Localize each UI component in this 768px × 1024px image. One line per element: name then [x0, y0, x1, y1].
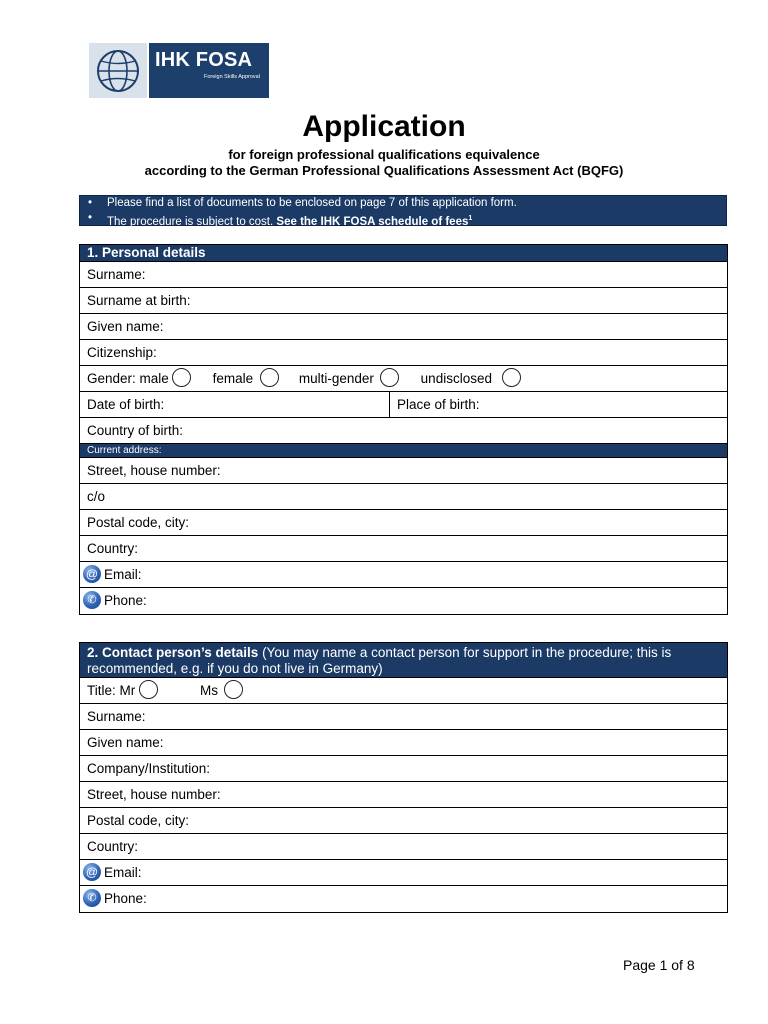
company-field[interactable]: Company/Institution:: [80, 756, 727, 782]
personal-details-header: 1. Personal details: [80, 245, 727, 262]
date-of-birth-field[interactable]: Date of birth:: [80, 392, 390, 417]
gender-male-radio[interactable]: [172, 368, 191, 387]
fees-schedule-link[interactable]: See the IHK FOSA schedule of fees$^1$: [276, 215, 473, 228]
place-of-birth-field[interactable]: Place of birth:: [397, 397, 480, 412]
title-ms-radio[interactable]: [224, 680, 243, 699]
logo-wordmark: IHK FOSA: [155, 49, 253, 71]
page-subtitle-2: according to the German Professional Qualifications Assessment Act (BQFG): [144, 163, 624, 178]
street-field[interactable]: Street, house number:: [80, 458, 727, 484]
country-field[interactable]: Country:: [80, 536, 727, 562]
gender-multi-label: multi-gender: [298, 371, 374, 386]
page-number: Page 1 of 8: [623, 957, 695, 973]
given-name-field[interactable]: Given name:: [80, 314, 727, 340]
contact-phone-field[interactable]: ✆ Phone:: [80, 886, 727, 912]
gender-row: [80, 366, 727, 392]
contact-surname-field[interactable]: Surname:: [80, 704, 727, 730]
gender-multi-radio[interactable]: [380, 368, 399, 387]
personal-details-section: [79, 244, 728, 615]
phone-icon: ✆: [83, 889, 101, 907]
birth-row: [80, 392, 727, 418]
contact-street-field[interactable]: Street, house number:: [80, 782, 727, 808]
notice-item-documents: • Please find a list of documents to be enclosed on page 7 of this application form.: [80, 196, 726, 211]
title-mr-radio[interactable]: [139, 680, 158, 699]
phone-icon: ✆: [83, 591, 101, 609]
phone-field[interactable]: ✆ Phone:: [80, 588, 727, 614]
logo-text-box: [149, 43, 269, 98]
citizenship-field[interactable]: Citizenship:: [80, 340, 727, 366]
title-mr-label: Title: Mr: [87, 683, 136, 698]
globe-logo-icon: [89, 43, 147, 98]
title-row: [80, 678, 727, 704]
surname-at-birth-field[interactable]: Surname at birth:: [80, 288, 727, 314]
current-address-subheader: Current address:: [80, 444, 727, 458]
title-ms-label: Ms: [200, 683, 219, 698]
notice-item-cost: • The procedure is subject to cost. See the IHK FOSA schedule of fees$^1$: [80, 211, 726, 226]
email-icon: @: [83, 863, 101, 881]
gender-male-label: Gender: male: [87, 371, 169, 386]
gender-undisclosed-radio[interactable]: [502, 368, 521, 387]
gender-undisclosed-label: undisclosed: [420, 371, 492, 386]
contact-person-section: [79, 642, 728, 913]
gender-female-label: female: [212, 371, 254, 386]
contact-person-header: 2. Contact person’s details (You may name a contact person for support in the procedure; this is recommended, e.g. if you do not live in Germany): [80, 643, 727, 678]
country-of-birth-field[interactable]: Country of birth:: [80, 418, 727, 444]
email-field[interactable]: @ Email:: [80, 562, 727, 588]
care-of-field[interactable]: c/o: [80, 484, 727, 510]
surname-field[interactable]: Surname:: [80, 262, 727, 288]
contact-given-name-field[interactable]: Given name:: [80, 730, 727, 756]
page-subtitle-1: for foreign professional qualifications equivalence: [228, 147, 540, 162]
ihk-fosa-logo: [89, 43, 269, 98]
notice-box: [79, 195, 727, 226]
postal-code-field[interactable]: Postal code, city:: [80, 510, 727, 536]
contact-email-field[interactable]: @ Email:: [80, 860, 727, 886]
email-icon: @: [83, 565, 101, 583]
page-title: Application: [302, 110, 466, 143]
logo-tagline: Foreign Skills Approval: [204, 74, 260, 80]
contact-country-field[interactable]: Country:: [80, 834, 727, 860]
gender-female-radio[interactable]: [260, 368, 279, 387]
contact-postal-code-field[interactable]: Postal code, city:: [80, 808, 727, 834]
